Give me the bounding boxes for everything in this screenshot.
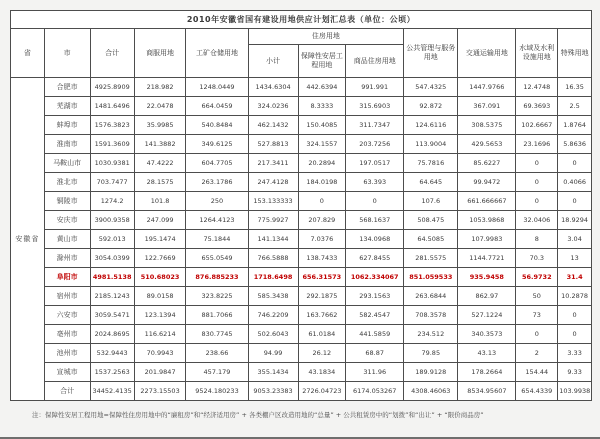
value-cell: 218.982 [134, 78, 186, 97]
value-cell: 124.6116 [404, 116, 458, 135]
city-cell: 安庆市 [44, 211, 90, 230]
table-row [11, 325, 592, 344]
value-cell: 585.3438 [248, 287, 298, 306]
value-cell: 113.9004 [404, 135, 458, 154]
table-row [11, 249, 592, 268]
value-cell: 508.475 [404, 211, 458, 230]
city-cell: 黄山市 [44, 230, 90, 249]
value-cell: 22.0478 [134, 97, 186, 116]
value-cell: 3.33 [558, 344, 592, 363]
value-cell: 311.7347 [346, 116, 404, 135]
table-row [11, 344, 592, 363]
value-cell: 1537.2563 [90, 363, 134, 382]
value-cell: 442.6394 [298, 78, 346, 97]
value-cell: 655.0549 [186, 249, 248, 268]
col-header-housing-group: 住房用地 [248, 29, 404, 45]
value-cell: 4925.8909 [90, 78, 134, 97]
value-cell: 184.0198 [298, 173, 346, 192]
value-cell: 79.85 [404, 344, 458, 363]
value-cell: 16.35 [558, 78, 592, 97]
value-cell: 3059.5471 [90, 306, 134, 325]
value-cell: 163.7662 [298, 306, 346, 325]
value-cell: 250 [186, 192, 248, 211]
value-cell: 197.0517 [346, 154, 404, 173]
city-cell: 滁州市 [44, 249, 90, 268]
value-cell: 2273.15503 [134, 382, 186, 401]
value-cell: 0 [516, 173, 558, 192]
value-cell: 89.0158 [134, 287, 186, 306]
value-cell: 532.9443 [90, 344, 134, 363]
value-cell: 0.4066 [558, 173, 592, 192]
value-cell: 1447.9766 [458, 78, 516, 97]
city-cell: 淮北市 [44, 173, 90, 192]
value-cell: 315.6903 [346, 97, 404, 116]
value-cell: 43.1834 [298, 363, 346, 382]
value-cell: 654.4339 [516, 382, 558, 401]
value-cell: 1591.3609 [90, 135, 134, 154]
value-cell: 23.1696 [516, 135, 558, 154]
value-cell: 3054.0399 [90, 249, 134, 268]
value-cell: 61.0184 [298, 325, 346, 344]
value-cell: 207.829 [298, 211, 346, 230]
value-cell: 92.872 [404, 97, 458, 116]
value-cell: 9053.23383 [248, 382, 298, 401]
value-cell: 2024.8695 [90, 325, 134, 344]
table-row [11, 192, 592, 211]
value-cell: 32.0406 [516, 211, 558, 230]
value-cell: 766.5888 [248, 249, 298, 268]
value-cell: 323.8225 [186, 287, 248, 306]
value-cell: 263.6844 [404, 287, 458, 306]
value-cell: 0 [346, 192, 404, 211]
value-cell: 107.9983 [458, 230, 516, 249]
value-cell: 75.1844 [186, 230, 248, 249]
value-cell: 0 [558, 325, 592, 344]
table-row [11, 135, 592, 154]
col-header-transport: 交通运输用地 [458, 29, 516, 78]
value-cell: 1274.2 [90, 192, 134, 211]
value-cell: 153.133333 [248, 192, 298, 211]
value-cell: 6174.053267 [346, 382, 404, 401]
value-cell: 203.7256 [346, 135, 404, 154]
table-row [11, 116, 592, 135]
col-header-commodity: 商品住房用地 [346, 45, 404, 78]
value-cell: 324.1557 [298, 135, 346, 154]
city-cell: 蚌埠市 [44, 116, 90, 135]
city-cell: 合计 [44, 382, 90, 401]
value-cell: 510.68023 [134, 268, 186, 287]
value-cell: 9.33 [558, 363, 592, 382]
value-cell: 1576.3823 [90, 116, 134, 135]
value-cell: 122.7669 [134, 249, 186, 268]
value-cell: 708.3578 [404, 306, 458, 325]
value-cell: 238.66 [186, 344, 248, 363]
value-cell: 26.12 [298, 344, 346, 363]
value-cell: 102.6667 [516, 116, 558, 135]
value-cell: 85.6227 [458, 154, 516, 173]
value-cell: 3.04 [558, 230, 592, 249]
value-cell: 8 [516, 230, 558, 249]
value-cell: 991.991 [346, 78, 404, 97]
value-cell: 5.8636 [558, 135, 592, 154]
footnote: 注：保障性安居工程用地=保障性住房用地中的“廉租房”和“经济适用房” + 各类棚户区改造用地的“总量” + 公共租赁房中的“划拨”和“出让” + “限价商品房” [32, 411, 484, 419]
value-cell: 457.179 [186, 363, 248, 382]
value-cell: 547.4325 [404, 78, 458, 97]
value-cell: 195.1474 [134, 230, 186, 249]
value-cell: 661.666667 [458, 192, 516, 211]
value-cell: 1248.0449 [186, 78, 248, 97]
value-cell: 10.2878 [558, 287, 592, 306]
value-cell: 70.3 [516, 249, 558, 268]
value-cell: 604.7705 [186, 154, 248, 173]
value-cell: 1481.6496 [90, 97, 134, 116]
value-cell: 324.0236 [248, 97, 298, 116]
col-header-industrial: 工矿仓储用地 [186, 29, 248, 78]
value-cell: 201.9847 [134, 363, 186, 382]
table-row [11, 173, 592, 192]
value-cell: 293.1563 [346, 287, 404, 306]
col-header-total: 合计 [90, 29, 134, 78]
col-header-special: 特殊用地 [558, 29, 592, 78]
value-cell: 862.97 [458, 287, 516, 306]
value-cell: 0 [516, 192, 558, 211]
value-cell: 7.0376 [298, 230, 346, 249]
value-cell: 429.5653 [458, 135, 516, 154]
value-cell: 281.5575 [404, 249, 458, 268]
col-header-city: 市 [44, 29, 90, 78]
value-cell: 189.9128 [404, 363, 458, 382]
col-header-housing-subtotal: 小计 [248, 45, 298, 78]
value-cell: 34452.4135 [90, 382, 134, 401]
value-cell: 28.1575 [134, 173, 186, 192]
value-cell: 1.8764 [558, 116, 592, 135]
value-cell: 69.3693 [516, 97, 558, 116]
value-cell: 568.1637 [346, 211, 404, 230]
value-cell: 141.1344 [248, 230, 298, 249]
value-cell: 63.393 [346, 173, 404, 192]
value-cell: 47.4222 [134, 154, 186, 173]
value-cell: 627.8455 [346, 249, 404, 268]
value-cell: 656.31573 [298, 268, 346, 287]
value-cell: 123.1394 [134, 306, 186, 325]
value-cell: 355.1434 [248, 363, 298, 382]
value-cell: 935.9458 [458, 268, 516, 287]
value-cell: 64.5085 [404, 230, 458, 249]
city-cell: 宣城市 [44, 363, 90, 382]
value-cell: 441.5859 [346, 325, 404, 344]
value-cell: 775.9927 [248, 211, 298, 230]
col-header-water: 水域及水利设施用地 [516, 29, 558, 78]
data-table [10, 28, 592, 401]
table-row [11, 287, 592, 306]
table-row [11, 78, 592, 97]
value-cell: 0 [516, 154, 558, 173]
value-cell: 2.5 [558, 97, 592, 116]
value-cell: 308.5375 [458, 116, 516, 135]
value-cell: 592.013 [90, 230, 134, 249]
value-cell: 35.9985 [134, 116, 186, 135]
value-cell: 502.6043 [248, 325, 298, 344]
city-cell: 六安市 [44, 306, 90, 325]
value-cell: 2726.04723 [298, 382, 346, 401]
value-cell: 31.4 [558, 268, 592, 287]
value-cell: 217.3411 [248, 154, 298, 173]
value-cell: 94.99 [248, 344, 298, 363]
value-cell: 1062.334067 [346, 268, 404, 287]
value-cell: 540.8484 [186, 116, 248, 135]
table-row [11, 211, 592, 230]
city-cell: 亳州市 [44, 325, 90, 344]
city-cell: 马鞍山市 [44, 154, 90, 173]
value-cell: 247.4128 [248, 173, 298, 192]
table-row [11, 268, 592, 287]
value-cell: 138.7433 [298, 249, 346, 268]
value-cell: 8.3333 [298, 97, 346, 116]
col-header-public: 公共管理与服务用地 [404, 29, 458, 78]
value-cell: 247.099 [134, 211, 186, 230]
value-cell: 18.9294 [558, 211, 592, 230]
value-cell: 830.7745 [186, 325, 248, 344]
table-row [11, 306, 592, 325]
value-cell: 116.6214 [134, 325, 186, 344]
value-cell: 0 [558, 154, 592, 173]
value-cell: 154.44 [516, 363, 558, 382]
value-cell: 1030.9381 [90, 154, 134, 173]
value-cell: 0 [516, 325, 558, 344]
value-cell: 340.3573 [458, 325, 516, 344]
value-cell: 1144.7721 [458, 249, 516, 268]
city-cell: 合肥市 [44, 78, 90, 97]
city-cell: 宿州市 [44, 287, 90, 306]
value-cell: 582.4547 [346, 306, 404, 325]
value-cell: 527.8813 [248, 135, 298, 154]
value-cell: 141.3882 [134, 135, 186, 154]
value-cell: 746.2209 [248, 306, 298, 325]
value-cell: 234.512 [404, 325, 458, 344]
value-cell: 851.059533 [404, 268, 458, 287]
value-cell: 876.885233 [186, 268, 248, 287]
value-cell: 101.8 [134, 192, 186, 211]
col-header-province: 省 [11, 29, 45, 78]
value-cell: 1053.9868 [458, 211, 516, 230]
value-cell: 107.6 [404, 192, 458, 211]
value-cell: 64.645 [404, 173, 458, 192]
value-cell: 4308.46063 [404, 382, 458, 401]
value-cell: 50 [516, 287, 558, 306]
value-cell: 664.0459 [186, 97, 248, 116]
value-cell: 311.96 [346, 363, 404, 382]
value-cell: 150.4085 [298, 116, 346, 135]
value-cell: 9524.180233 [186, 382, 248, 401]
table-body [11, 78, 592, 401]
table-row [11, 230, 592, 249]
city-cell: 阜阳市 [44, 268, 90, 287]
value-cell: 881.7066 [186, 306, 248, 325]
value-cell: 0 [298, 192, 346, 211]
table-row [11, 97, 592, 116]
value-cell: 0 [558, 192, 592, 211]
value-cell: 2185.1243 [90, 287, 134, 306]
value-cell: 292.1875 [298, 287, 346, 306]
value-cell: 56.9732 [516, 268, 558, 287]
table-title: 2010年安徽省国有建设用地供应计划汇总表（单位：公顷） [10, 10, 592, 28]
value-cell: 75.7816 [404, 154, 458, 173]
table-row [11, 363, 592, 382]
value-cell: 3900.9358 [90, 211, 134, 230]
value-cell: 70.9943 [134, 344, 186, 363]
summary-table [10, 10, 592, 401]
col-header-commercial: 商服用地 [134, 29, 186, 78]
value-cell: 1434.6304 [248, 78, 298, 97]
value-cell: 1718.6498 [248, 268, 298, 287]
value-cell: 178.2664 [458, 363, 516, 382]
city-cell: 池州市 [44, 344, 90, 363]
value-cell: 73 [516, 306, 558, 325]
col-header-affordable: 保障性安居工程用地 [298, 45, 346, 78]
value-cell: 1264.4123 [186, 211, 248, 230]
value-cell: 43.13 [458, 344, 516, 363]
value-cell: 263.1786 [186, 173, 248, 192]
value-cell: 134.0968 [346, 230, 404, 249]
value-cell: 2 [516, 344, 558, 363]
value-cell: 68.87 [346, 344, 404, 363]
province-cell: 安徽省 [11, 78, 45, 401]
value-cell: 703.7477 [90, 173, 134, 192]
value-cell: 462.1432 [248, 116, 298, 135]
city-cell: 铜陵市 [44, 192, 90, 211]
value-cell: 527.1224 [458, 306, 516, 325]
table-row [11, 154, 592, 173]
value-cell: 0 [558, 306, 592, 325]
value-cell: 13 [558, 249, 592, 268]
value-cell: 12.4748 [516, 78, 558, 97]
value-cell: 4981.5138 [90, 268, 134, 287]
value-cell: 99.9472 [458, 173, 516, 192]
value-cell: 349.6125 [186, 135, 248, 154]
city-cell: 芜湖市 [44, 97, 90, 116]
city-cell: 淮南市 [44, 135, 90, 154]
total-row [11, 382, 592, 401]
value-cell: 20.2894 [298, 154, 346, 173]
value-cell: 367.091 [458, 97, 516, 116]
value-cell: 103.9938 [558, 382, 592, 401]
value-cell: 8534.95607 [458, 382, 516, 401]
